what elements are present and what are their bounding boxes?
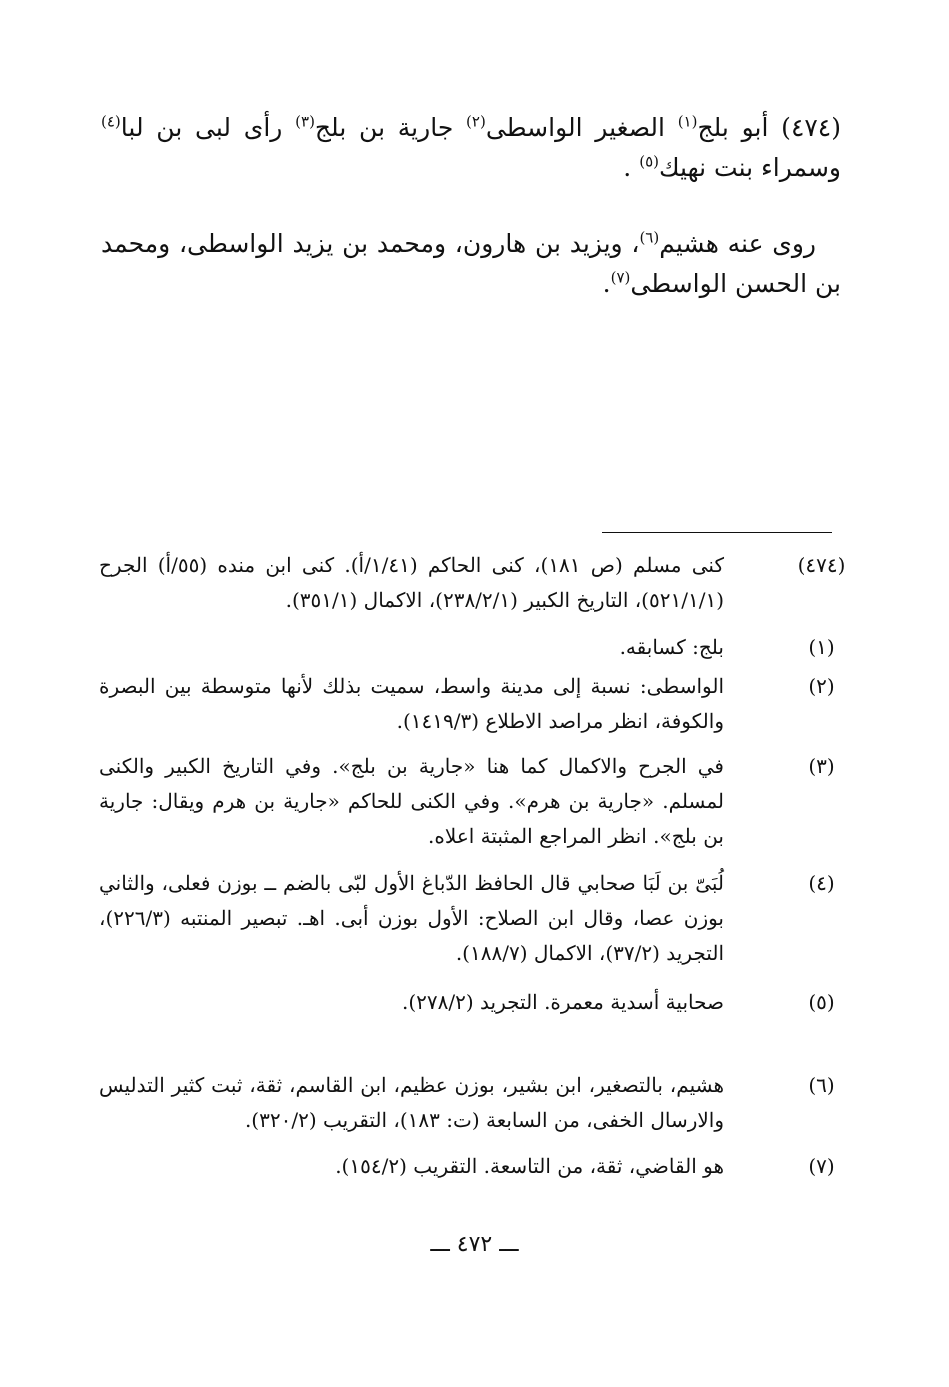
entry-number: (٤٧٤) bbox=[781, 113, 841, 142]
footnote-number: (٥) bbox=[808, 990, 835, 1014]
footnote-1 bbox=[99, 630, 849, 665]
footnote-ref-7[interactable]: (٧) bbox=[610, 268, 631, 287]
footnote-number: (٦) bbox=[808, 1073, 835, 1097]
footnote-text: صحابية أسدية معمرة. التجريد (٢٧٨/٢). bbox=[401, 990, 724, 1014]
footnote-7 bbox=[99, 1149, 849, 1184]
entry-text: (٤٧٤) أبو بلج$^{(١)}$ الصغير الواسطى$^{(٢)}$ جارية بن بلج$^{(٣)}$ رأى لبى بن لبا$^{(٤)}$ وسمراء بنت نهيك$^{(٥)}$ . bbox=[101, 112, 841, 182]
footnote-ref-5[interactable]: (٥) bbox=[639, 152, 659, 171]
narrators-paragraph bbox=[101, 224, 841, 304]
footnote-4 bbox=[99, 866, 849, 971]
footnote-number: (٣) bbox=[808, 754, 835, 778]
footnote-text: كنى مسلم (ص ١٨١)، كنى الحاكم (١/٤١/أ). كنى ابن منده (٥٥/أ) الجرح (٥٢١/١/١)، التاريخ الكبير (٢٣٨/٢/١)، الاكمال (٣٥١/١). bbox=[99, 553, 724, 612]
footnote-ref-2[interactable]: (٢) bbox=[466, 112, 486, 131]
footnote-ref-6[interactable]: (٦) bbox=[639, 228, 660, 247]
footnote-number: (٤) bbox=[808, 871, 835, 895]
footnote-5 bbox=[99, 985, 849, 1020]
footnote-6 bbox=[99, 1068, 849, 1138]
page-number: ـــ ٤٧٢ ـــ bbox=[430, 1232, 519, 1257]
footnote-text: لُبَىّ بن لَبَا صحابي قال الحافظ الدّباغ الأول لبّى بالضم ــ بوزن فعلى، والثاني بوزن عصا، وقال ابن الصلاح: الأول بوزن أبى. اهـ. تبصير المنتبه (٢٢٦/٣)، التجريد (٣٧/٢)، الاكمال (١٨٨/٧). bbox=[99, 871, 724, 965]
footnote-3 bbox=[99, 749, 849, 854]
footnote-2 bbox=[99, 669, 849, 739]
footnote-text: هشيم، بالتصغير، ابن بشير، بوزن عظيم، ابن القاسم، ثقة، ثبت كثير التدليس والارسال الخفى، من السابعة (ت: ١٨٣)، التقريب (٣٢٠/٢). bbox=[99, 1073, 724, 1132]
footnote-ref-3[interactable]: (٣) bbox=[295, 112, 315, 131]
footnote-text: بلج: كسابقه. bbox=[619, 635, 724, 659]
entry-474 bbox=[101, 108, 841, 188]
footnote-ref-1[interactable]: (١) bbox=[677, 112, 698, 131]
footnote-text: هو القاضي، ثقة، من التاسعة. التقريب (١٥٤/٢). bbox=[335, 1154, 724, 1178]
footnote-ref-4[interactable]: (٤) bbox=[101, 112, 121, 131]
footnote-number: (٢) bbox=[808, 674, 835, 698]
narrators-text: روى عنه هشيم$^{(٦)}$، ويزيد بن هارون، ومحمد بن يزيد الواسطى، ومحمد بن الحسن الواسطى$^{(٧)}$. bbox=[101, 228, 841, 298]
footnote-number: (٧) bbox=[808, 1154, 835, 1178]
footnote-separator bbox=[602, 532, 832, 533]
footnote-number: (٤٧٤) bbox=[797, 553, 846, 577]
footnote-text: في الجرح والاكمال كما هنا «جارية بن بلج». وفي التاريخ الكبير والكنى لمسلم. «جارية بن هرم». وفي الكنى للحاكم «جارية بن هرم ويقال: جارية بن بلج». انظر المراجع المثبتة اعلاه. bbox=[99, 754, 724, 848]
footnote-text: الواسطى: نسبة إلى مدينة واسط، سميت بذلك لأنها متوسطة بين البصرة والكوفة، انظر مراصد الاطلاع (١٤١٩/٣). bbox=[99, 674, 724, 733]
footnote-474 bbox=[99, 548, 849, 618]
footnote-number: (١) bbox=[808, 635, 835, 659]
